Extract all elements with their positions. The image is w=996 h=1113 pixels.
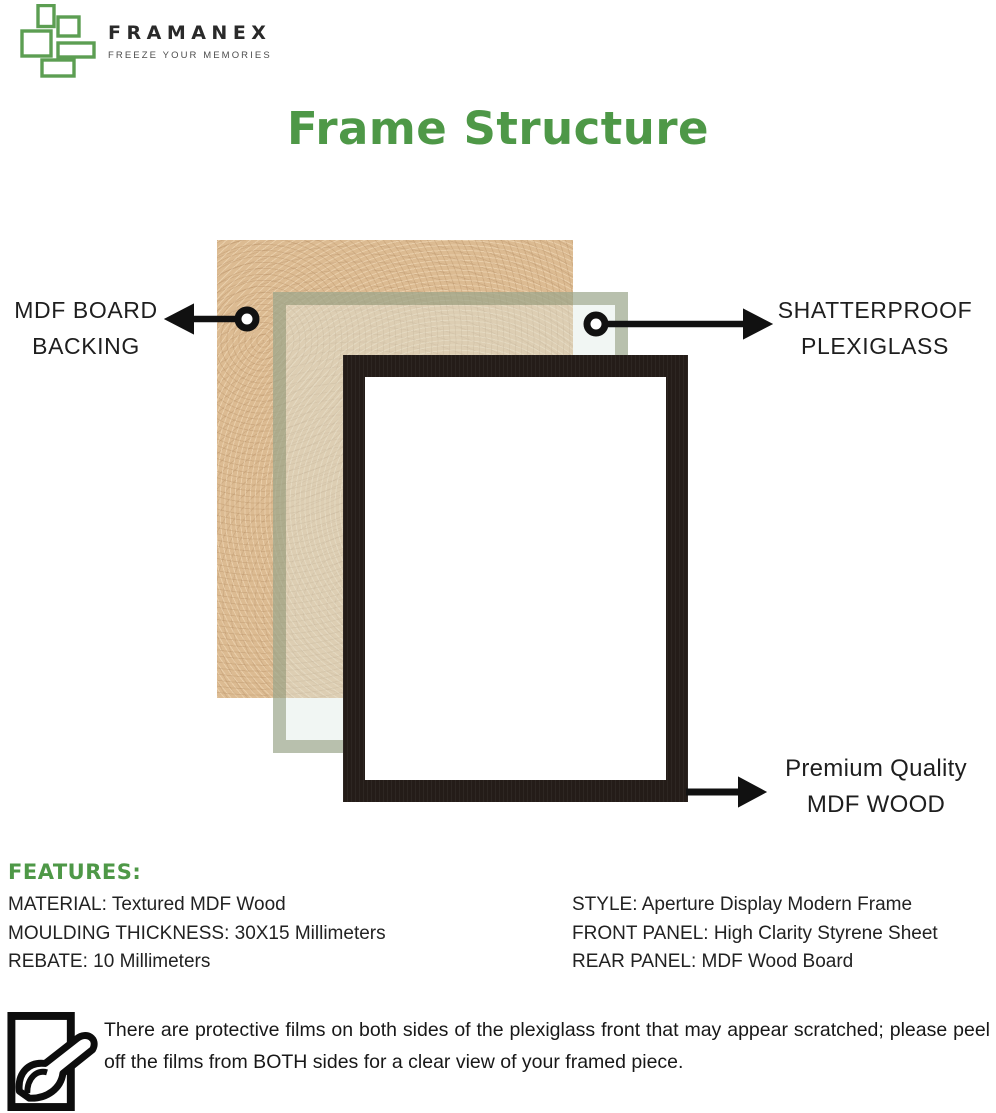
plexiglass-label-line1: SHATTERPROOF (777, 297, 973, 323)
feature-moulding-thickness: MOULDING THICKNESS: 30X15 Millimeters (8, 922, 386, 944)
features-heading: FEATURES: (8, 860, 142, 884)
feature-rebate: REBATE: 10 Millimeters (8, 951, 211, 972)
note-text: There are protective films on both sides of the plexiglass front that may appear scratched; please peel off the films from BOTH sides for a clear view of your framed piece. (104, 1019, 990, 1073)
wood-label (770, 751, 982, 823)
wood-frame-layer (343, 355, 688, 802)
feature-rear-panel: REAR PANEL: MDF Wood Board (572, 951, 854, 972)
plexiglass-label (772, 292, 978, 364)
brand-tagline: FREEZE YOUR MEMORIES (108, 50, 272, 61)
plexiglass-label-line2: PLEXIGLASS (801, 333, 949, 359)
page-title: Frame Structure (286, 102, 710, 155)
brand-logo-icon (14, 4, 98, 78)
feature-style: STYLE: Aperture Display Modern Frame (572, 894, 913, 915)
feature-front-panel: FRONT PANEL: High Clarity Styrene Sheet (572, 922, 938, 944)
frame-opening (365, 377, 666, 780)
wood-arrow (686, 778, 765, 806)
features-column-left (8, 891, 548, 977)
peel-film-icon (6, 1012, 98, 1111)
brand-text (108, 22, 272, 61)
backing-label-line1: MDF BOARD (14, 297, 158, 323)
feature-material: MATERIAL: Textured MDF Wood (8, 894, 286, 915)
backing-label (0, 292, 172, 364)
backing-label-line2: BACKING (32, 333, 140, 359)
brand-name: FRAMANEX (108, 22, 272, 44)
wood-label-line2: MDF WOOD (806, 791, 946, 818)
features-column-right (572, 891, 996, 977)
wood-label-line1: Premium Quality (785, 755, 967, 782)
